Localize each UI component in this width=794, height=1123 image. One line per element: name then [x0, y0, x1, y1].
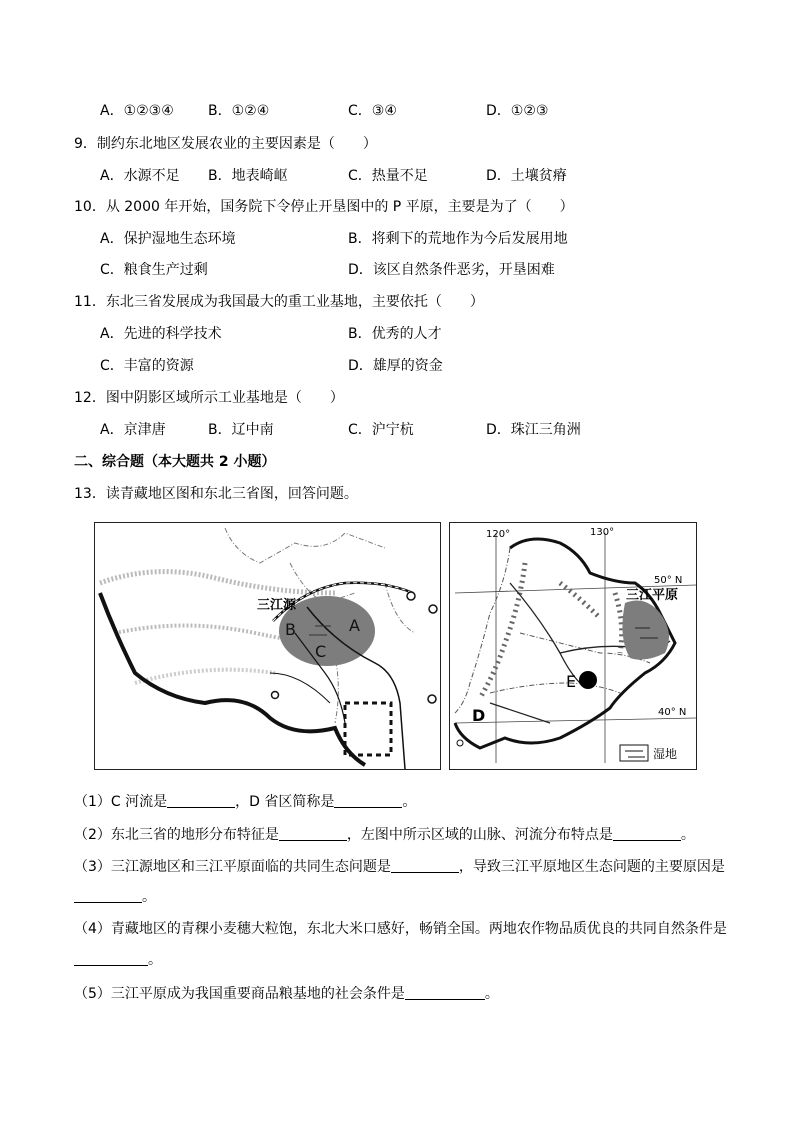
q13-sub4-text-a: （4）青藏地区的青稞小麦穗大粒饱，东北大米口感好，畅销全国。两地农作物品质优良的共同自然条件是 — [74, 921, 727, 937]
legend-wetland-label: 湿地 — [653, 747, 678, 761]
q13-sub1-text-b: ，D 省区简称是 — [235, 794, 335, 810]
map-northeast-china-drawing — [450, 523, 696, 769]
q13-stem: 13．读青藏地区图和东北三省图，回答问题。 — [74, 486, 358, 502]
q9-option-a[interactable]: A．水源不足 — [100, 168, 180, 184]
answer-blank-terrain[interactable] — [279, 826, 347, 841]
lon-120: 120° — [486, 529, 511, 540]
q11-stem: 11．东北三省发展成为我国最大的重工业基地，主要依托（ ） — [74, 294, 484, 310]
label-d: D — [472, 706, 486, 725]
q13-sub3-cont — [74, 887, 156, 907]
q9-option-b[interactable]: B．地表崎岖 — [208, 168, 288, 184]
answer-blank-natural-condition[interactable] — [74, 951, 148, 966]
q13-sub4-text-b: 。 — [148, 952, 162, 968]
answer-blank-d-province[interactable] — [334, 793, 402, 808]
q13-sub5 — [74, 984, 499, 1004]
answer-blank-c-river[interactable] — [167, 793, 235, 808]
q13-sub3-text-a: （3）三江源地区和三江平原面临的共同生态问题是 — [74, 859, 391, 875]
q13-sub4-cont — [74, 950, 162, 970]
q12-option-b[interactable]: B．辽中南 — [208, 422, 274, 438]
answer-blank-eco-problem[interactable] — [391, 858, 459, 873]
label-c: C — [315, 642, 327, 661]
label-e: E — [566, 672, 577, 691]
legend-wetland-swatch — [620, 745, 648, 761]
q13-sub3-text-b: ，导致三江平原地区生态问题的主要原因是 — [458, 859, 725, 875]
map-qinghai-tibet — [94, 522, 441, 770]
q11-option-a[interactable]: A．先进的科学技术 — [100, 326, 222, 342]
label-a: A — [349, 616, 360, 635]
q12-option-a[interactable]: A．京津唐 — [100, 422, 166, 438]
answer-blank-social-condition[interactable] — [405, 985, 485, 1000]
q9-stem: 9．制约东北地区发展农业的主要因素是（ ） — [74, 136, 377, 152]
q13-sub5-text-b: 。 — [484, 986, 499, 1002]
label-sanjiangyuan: 三江源 — [257, 598, 297, 613]
q13-sub3-text-c: 。 — [142, 889, 156, 905]
q10-option-a[interactable]: A．保护湿地生态环境 — [100, 231, 236, 247]
q10-option-c[interactable]: C．粮食生产过剩 — [100, 262, 208, 278]
q13-sub5-text-a: （5）三江平原成为我国重要商品粮基地的社会条件是 — [74, 986, 405, 1002]
map-northeast-china — [449, 522, 697, 770]
lat-40: 40° N — [658, 707, 687, 718]
q11-option-c[interactable]: C．丰富的资源 — [100, 358, 194, 374]
q10-option-d[interactable]: D．该区自然条件恶劣，开垦困难 — [348, 262, 555, 278]
q13-sub3 — [74, 857, 725, 877]
q13-sub1-text-c: 。 — [402, 794, 417, 810]
q8-option-b[interactable]: B．①②④ — [208, 103, 270, 119]
map-qinghai-tibet-drawing — [95, 523, 440, 769]
label-b: B — [285, 620, 296, 639]
label-sanjiang-plain: 三江平原 — [626, 588, 679, 603]
answer-blank-mountain-river[interactable] — [613, 826, 681, 841]
q13-sub2-text-a: （2）东北三省的地形分布特征是 — [74, 827, 279, 843]
q10-option-b[interactable]: B．将剩下的荒地作为今后发展用地 — [348, 231, 568, 247]
q13-sub1-text-a: （1）C 河流是 — [74, 794, 168, 810]
q11-option-d[interactable]: D．雄厚的资金 — [348, 358, 443, 374]
q8-option-d[interactable]: D．①②③ — [486, 103, 549, 119]
lon-130: 130° — [590, 527, 615, 538]
section-title: 二、综合题（本大题共 2 小题） — [74, 454, 276, 470]
lat-50: 50° N — [654, 575, 683, 586]
q13-sub4 — [74, 919, 727, 939]
q12-option-d[interactable]: D．珠江三角洲 — [486, 422, 581, 438]
q13-sub2-text-b: ，左图中所示区域的山脉、河流分布特点是 — [346, 827, 613, 843]
q13-sub2-text-c: 。 — [680, 827, 695, 843]
q12-option-c[interactable]: C．沪宁杭 — [348, 422, 414, 438]
q9-option-d[interactable]: D．土壤贫瘠 — [486, 168, 567, 184]
q13-sub1 — [74, 792, 416, 812]
q8-option-c[interactable]: C．③④ — [348, 103, 397, 119]
q9-option-c[interactable]: C．热量不足 — [348, 168, 428, 184]
answer-blank-eco-cause[interactable] — [74, 888, 142, 903]
q12-stem: 12．图中阴影区域所示工业基地是（ ） — [74, 390, 344, 406]
q10-stem: 10．从 2000 年开始，国务院下令停止开垦图中的 P 平原，主要是为了（ ） — [74, 199, 574, 215]
q8-option-a[interactable]: A．①②③④ — [100, 103, 174, 119]
q11-option-b[interactable]: B．优秀的人才 — [348, 326, 442, 342]
q13-sub2 — [74, 825, 695, 845]
